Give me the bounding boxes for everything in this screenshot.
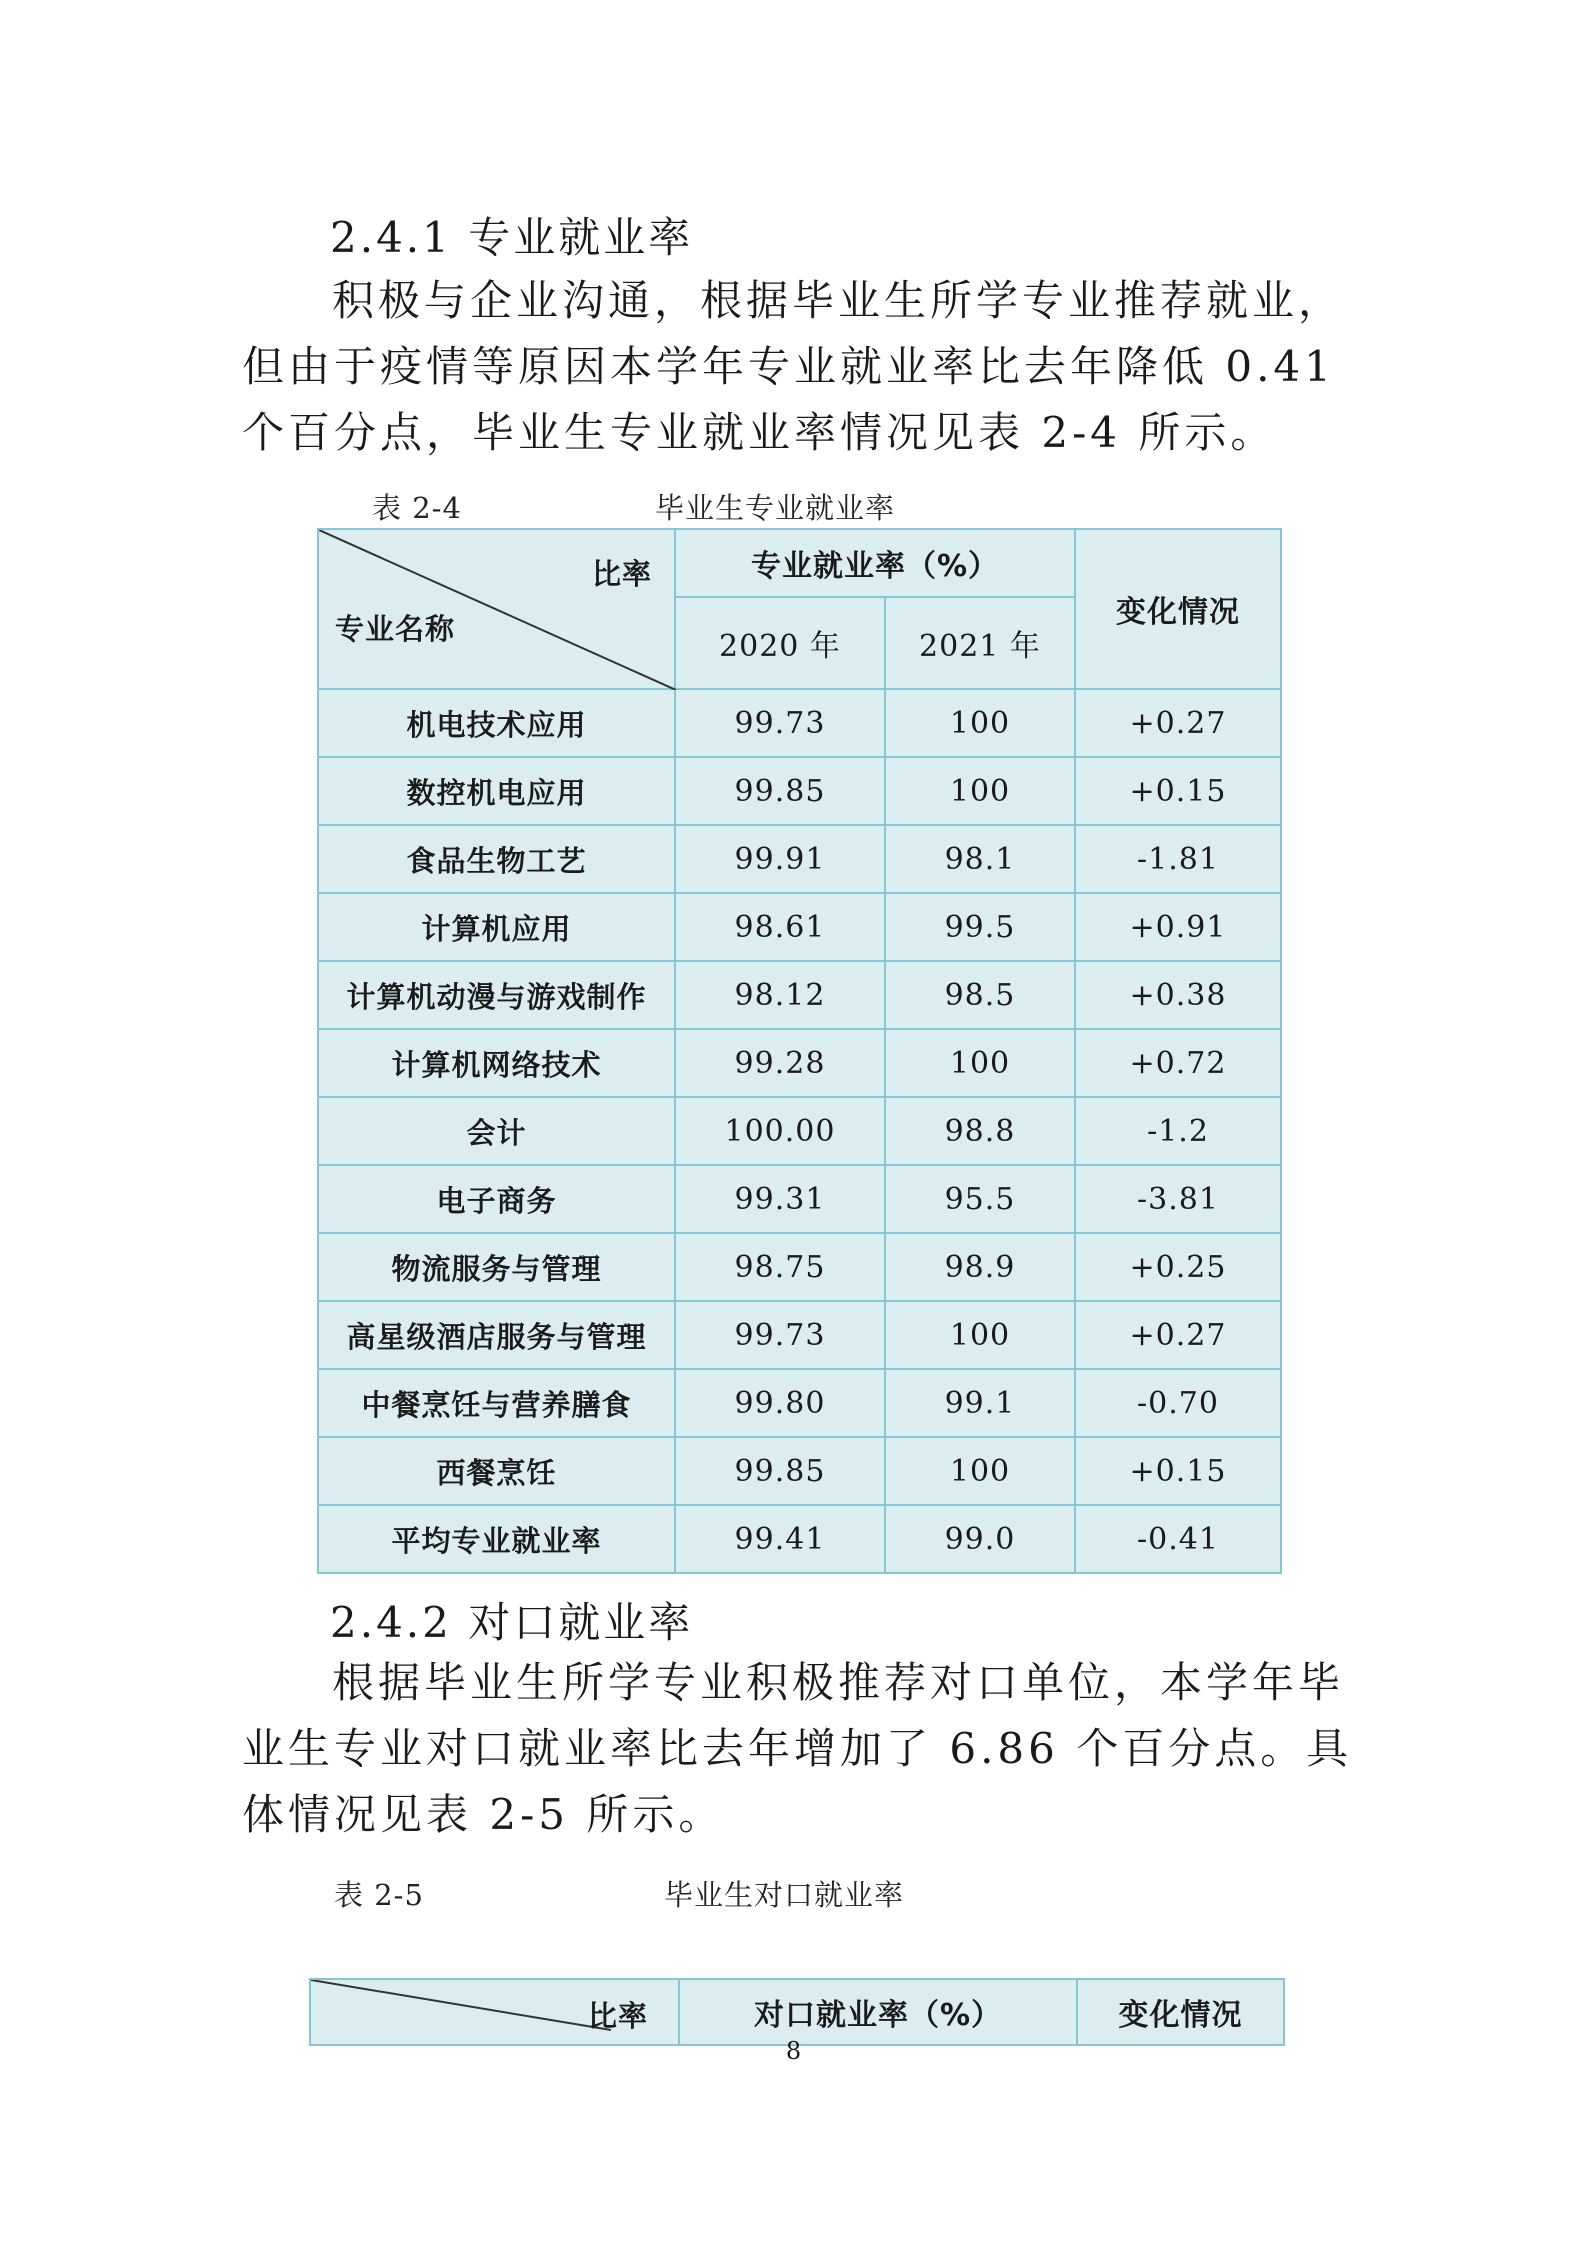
row-change: +0.15 [1075,1437,1281,1505]
row-rate-2020: 98.75 [675,1233,885,1301]
header-year-2020: 2020 年 [675,597,885,689]
table2-caption-number: 表 2-5 [334,1878,424,1912]
row-rate-2021: 98.9 [885,1233,1075,1301]
row-rate-2020: 99.31 [675,1165,885,1233]
row-rate-2020: 99.85 [675,757,885,825]
header-change: 变化情况 [1075,529,1281,689]
row-rate-2020: 99.28 [675,1029,885,1097]
row-major-name: 食品生物工艺 [318,825,675,893]
row-rate-2020: 99.41 [675,1505,885,1573]
table-row [318,825,1281,893]
row-major-name: 中餐烹饪与营养膳食 [318,1369,675,1437]
row-rate-2021: 100 [885,1029,1075,1097]
header-major-name: 专业名称 [335,612,456,646]
section-paragraph-2-4-2: 根据毕业生所学专业积极推荐对口单位，本学年毕业生专业对口就业率比去年增加了 6.86 个百分点。具体情况见表 2-5 所示。 [242,1658,1353,1839]
row-rate-2021: 100 [885,1437,1075,1505]
table-row [318,1301,1281,1369]
row-change: -0.41 [1075,1505,1281,1573]
table-caption-title: 毕业生专业就业率 [655,491,896,525]
section-paragraph-2-4-1: 积极与企业沟通，根据毕业生所学专业推荐就业，但由于疫情等原因本学年专业就业率比去年降低 0.41 个百分点，毕业生专业就业率情况见表 2-4 所示。 [242,276,1345,457]
row-change: +0.15 [1075,757,1281,825]
table-row [318,757,1281,825]
table-row [318,689,1281,757]
major-employment-rate-table [317,528,1282,1574]
header-ratio: 比率 [591,557,652,591]
row-major-name: 计算机应用 [318,893,675,961]
row-major-name: 高星级酒店服务与管理 [318,1301,675,1369]
row-rate-2021: 98.5 [885,961,1075,1029]
row-rate-2020: 100.00 [675,1097,885,1165]
row-rate-2020: 98.61 [675,893,885,961]
row-major-name: 物流服务与管理 [318,1233,675,1301]
diagonal-header-cell [310,1979,679,2045]
header-change: 变化情况 [1077,1979,1284,2045]
row-rate-2021: 98.1 [885,825,1075,893]
row-change: -1.2 [1075,1097,1281,1165]
row-rate-2021: 95.5 [885,1165,1075,1233]
row-rate-2020: 99.73 [675,1301,885,1369]
row-change: +0.27 [1075,1301,1281,1369]
header-rate-group: 对口就业率（%） [679,1979,1077,2045]
table-row [318,1437,1281,1505]
row-major-name: 平均专业就业率 [318,1505,675,1573]
row-rate-2021: 100 [885,1301,1075,1369]
row-rate-2021: 99.1 [885,1369,1075,1437]
row-change: +0.27 [1075,689,1281,757]
table-row [318,1097,1281,1165]
header-ratio: 比率 [587,1999,648,2033]
row-rate-2021: 98.8 [885,1097,1075,1165]
row-change: -3.81 [1075,1165,1281,1233]
row-major-name: 电子商务 [318,1165,675,1233]
matched-employment-rate-table [309,1978,1285,2046]
table-row [318,1233,1281,1301]
section-heading-2-4-2: 2.4.2 对口就业率 [330,1598,694,1647]
row-rate-2021: 99.0 [885,1505,1075,1573]
row-major-name: 会计 [318,1097,675,1165]
row-major-name: 西餐烹饪 [318,1437,675,1505]
row-rate-2020: 99.80 [675,1369,885,1437]
row-rate-2021: 100 [885,757,1075,825]
row-major-name: 计算机动漫与游戏制作 [318,961,675,1029]
table-row [318,1369,1281,1437]
table-row [318,1029,1281,1097]
header-year-2021: 2021 年 [885,597,1075,689]
header-rate-group: 专业就业率（%） [675,529,1075,597]
row-change: -0.70 [1075,1369,1281,1437]
row-change: +0.25 [1075,1233,1281,1301]
row-major-name: 计算机网络技术 [318,1029,675,1097]
row-rate-2021: 100 [885,689,1075,757]
row-major-name: 机电技术应用 [318,689,675,757]
diagonal-header-cell [318,529,675,689]
row-rate-2021: 99.5 [885,893,1075,961]
page-number: 8 [785,2037,802,2065]
row-rate-2020: 98.12 [675,961,885,1029]
table-row [318,1505,1281,1573]
table-row [318,961,1281,1029]
row-rate-2020: 99.91 [675,825,885,893]
row-change: -1.81 [1075,825,1281,893]
table-row [318,1165,1281,1233]
table2-caption-title: 毕业生对口就业率 [664,1878,905,1912]
row-major-name: 数控机电应用 [318,757,675,825]
table-row [318,893,1281,961]
row-change: +0.38 [1075,961,1281,1029]
row-rate-2020: 99.73 [675,689,885,757]
row-change: +0.72 [1075,1029,1281,1097]
section-heading-2-4-1: 2.4.1 专业就业率 [330,213,694,262]
row-change: +0.91 [1075,893,1281,961]
table-caption-number: 表 2-4 [372,491,462,525]
row-rate-2020: 99.85 [675,1437,885,1505]
